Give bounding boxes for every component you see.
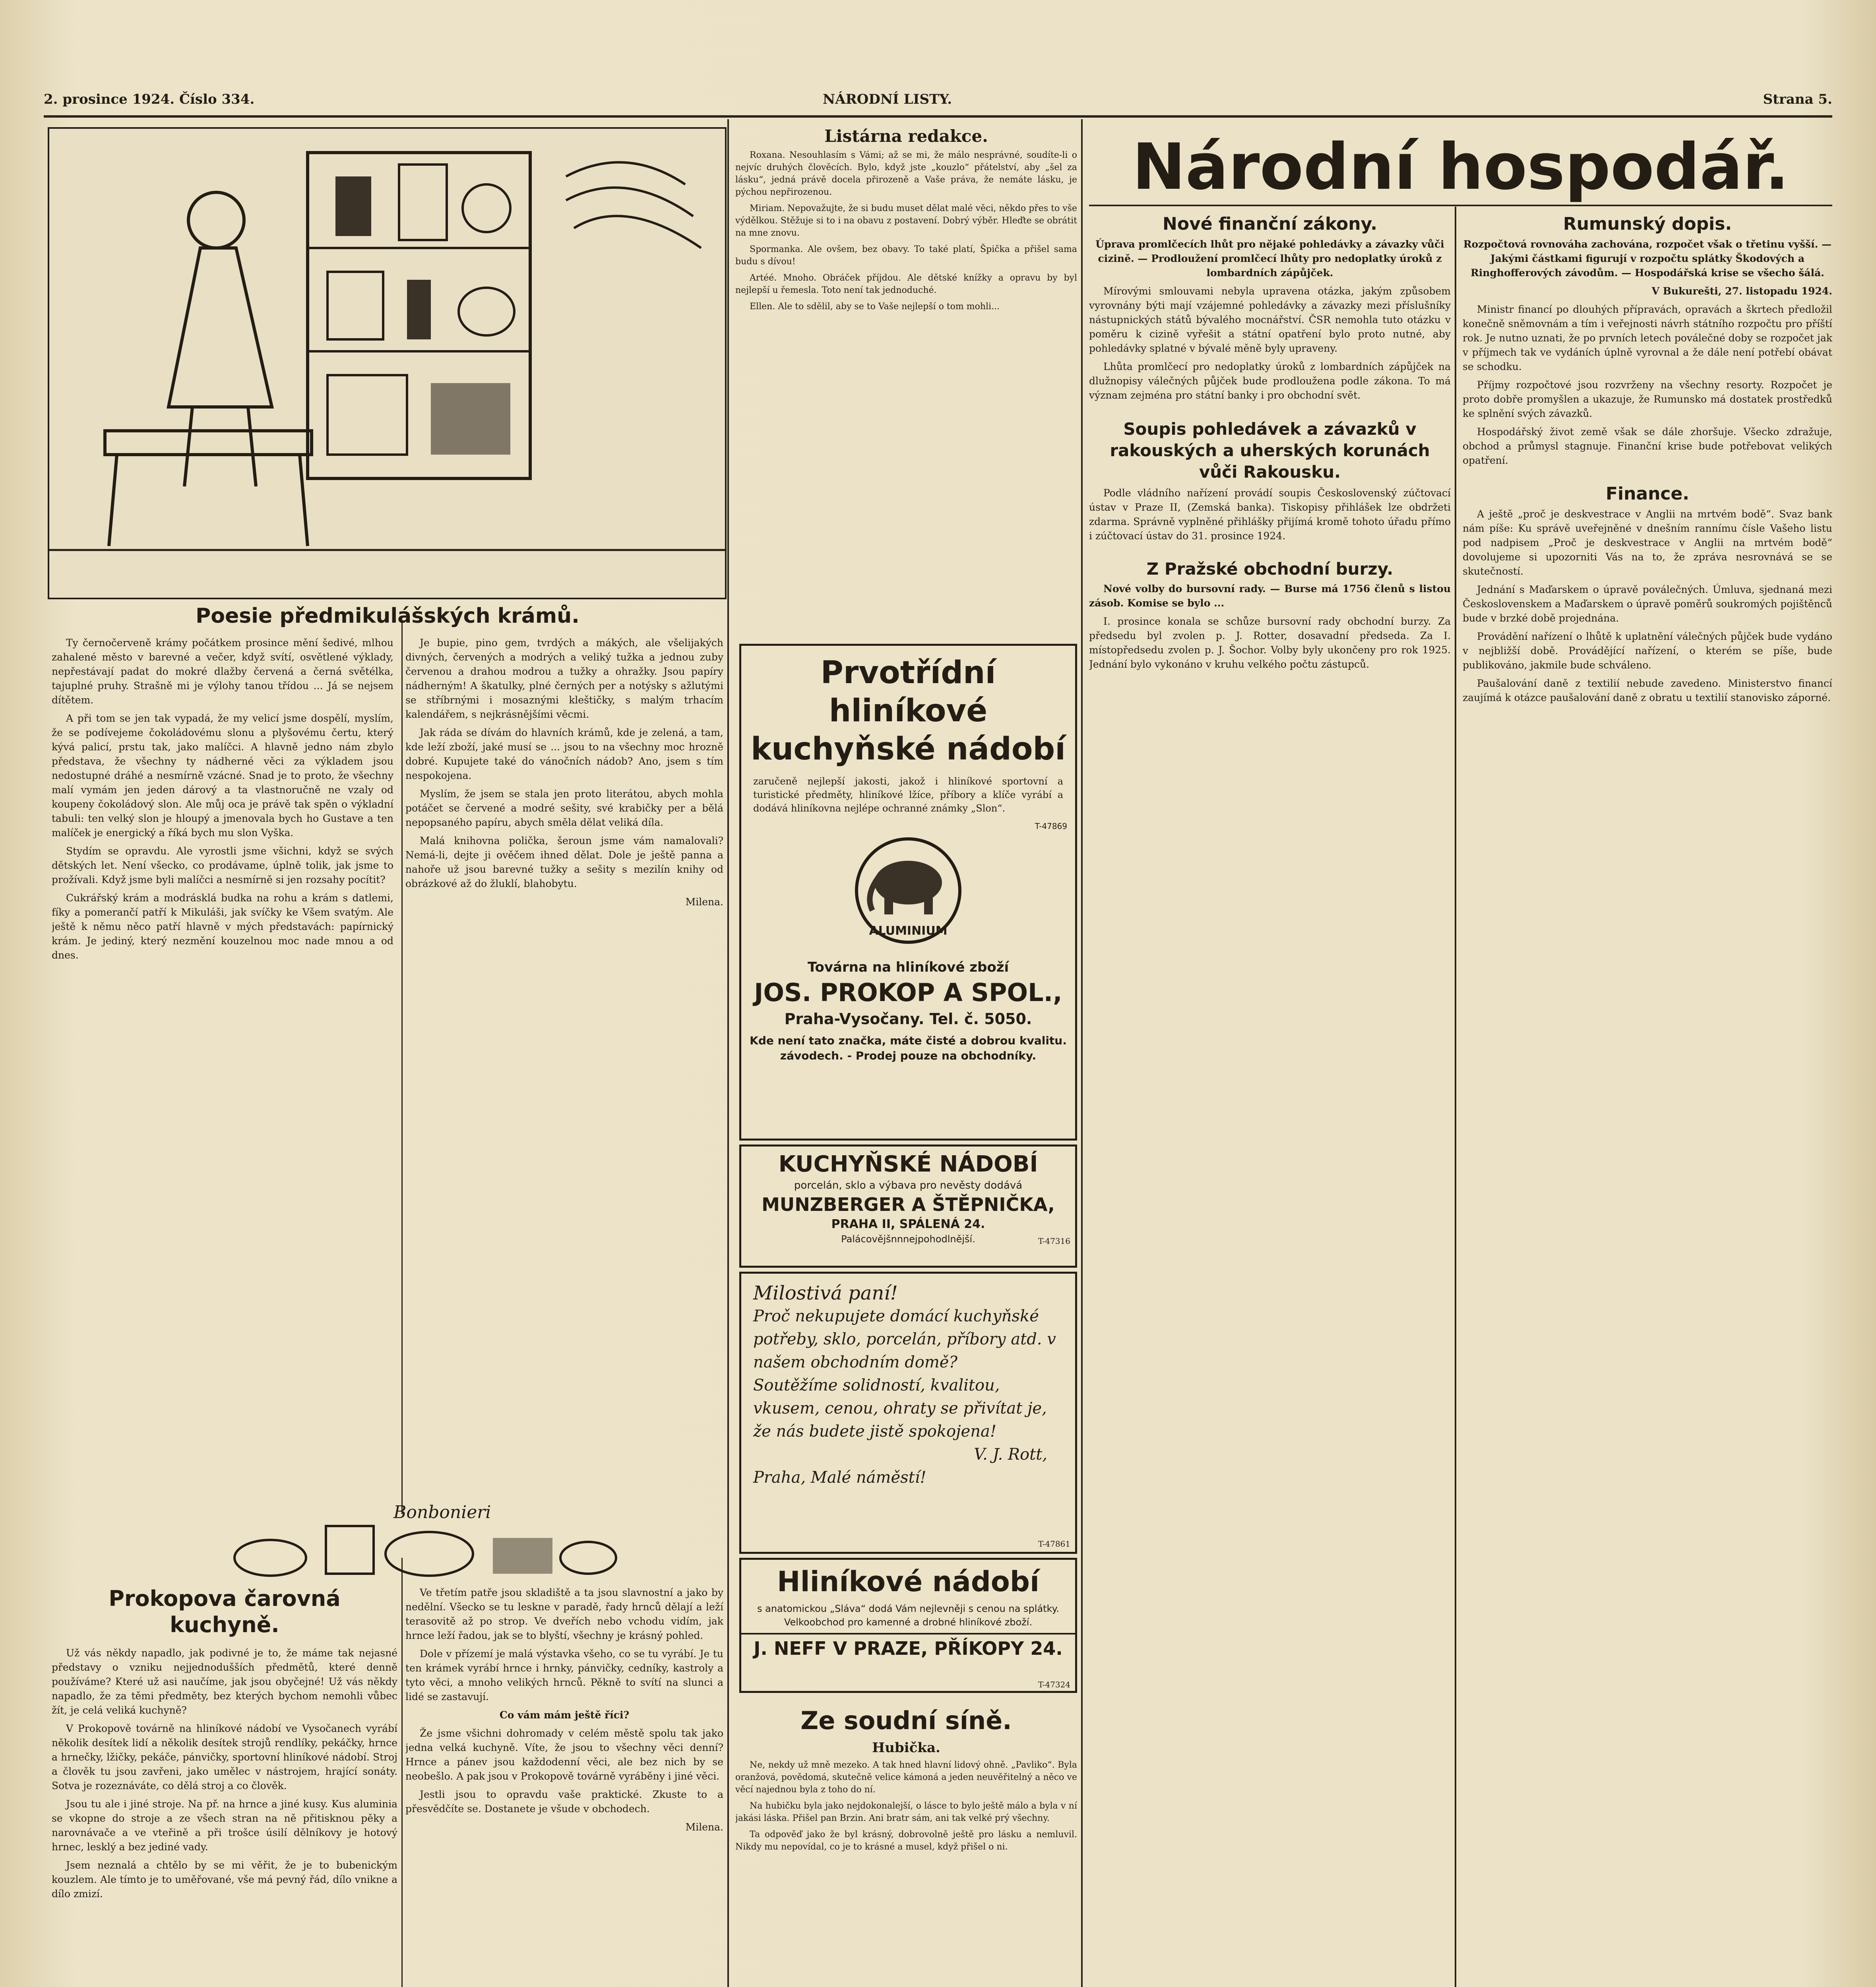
munzberger-advertisement: [739, 1145, 1077, 1268]
ad-code: T-47324: [1038, 1680, 1070, 1689]
article-listarna: [735, 123, 1077, 640]
article-paragraph: Jak ráda se dívám do hlavních krámů, kde je zelená, a tam, kde leží zboží, jaké musí se ... jsou to na všechny moc hrozně dobré. Kupujete také do vánočních nádob? Ano, jsem s tím nespokojena.: [405, 727, 723, 781]
article-paragraph: Příjmy rozpočtové jsou rozvrženy na všechny resorty. Rozpočet je proto dobře promyšlen a ukazuje, že Rumunsko má dostatek prostředků ke splnění svých závazků.: [1463, 379, 1832, 419]
article-paragraph: Ve třetím patře jsou skladiště a ta jsou slavnostní a jako by nedělní. Všecko se tu leskne v paradě, řady hrnců dělají a leží terasovitě až po strop. Ve dveřích nebo vchodu vidím, jak hrnce leží řadou, jak se to blyští, všechny je krásný pohled.: [405, 1587, 723, 1641]
ad-brand: ALUMINIUM: [869, 924, 948, 938]
column-divider: [727, 119, 729, 1987]
ad-code: T-47316: [1038, 1236, 1070, 1246]
article-paragraph: Jestli jsou to opravdu vaše praktické. Zkuste to a přesvědčíte se. Dostanete je všude v obchodech.: [405, 1789, 723, 1815]
article-paragraph: Ty černočerveně krámy počátkem prosince mění šedivé, mlhou zahalené město v barevné a večer, když svítí, osvětlené výklady, nepřestávají padat do mokré dlažby červená a černá světélka, tajuplné pruhy. Strašně mi je výlohy tanou třídou ... Já se nejsem dítětem.: [52, 637, 393, 706]
handwritten-address: Praha, Malé náměstí!: [753, 1468, 926, 1487]
article-paragraph: Artéé. Mnoho. Obráček příjdou. Ale dětské knížky a opravu by byl nejlepší u řemesla. Toto není tak jednoduché.: [735, 273, 1077, 295]
article-title: Prokopova čarovná kuchyně.: [109, 1586, 341, 1637]
article-subheading: Co vám mám ještě říci?: [499, 1709, 630, 1721]
article-signature: Milena.: [685, 1821, 723, 1833]
neff-advertisement: [739, 1558, 1077, 1693]
ad-text: zaručeně nejlepší jakosti, jakož i hliníkové sportovní a turistické předměty, hliníkové lžíce, příbory a klíče vyrábí a dodává hliníkovna nejlépe ochranné známky „Slon“.: [753, 776, 1063, 814]
handwritten-signature: V. J. Rott,: [974, 1445, 1047, 1464]
article-soudni-sin: [735, 1705, 1077, 1987]
ad-code: T-47869: [1035, 821, 1067, 831]
article-lead: Rozpočtová rovnováha zachována, rozpočet však o třetinu vyšší. — Jakými částkami figurují v rozpočtu splátky Škodových a Ringhofferových závodům. — Hospodářská krise se všecho šálá.: [1463, 238, 1832, 279]
article-title: Ze soudní síně.: [800, 1706, 1012, 1735]
article-paragraph: Je bupie, pino gem, tvrdých a mákých, ale všelijakých divných, červených a modrých a veliký tužka a jednou zuby červenou a drahou modrou a tužky a ohražky. Jsou papíry nádherným! A škatulky, plné černých per a notýsky s ažlutými se stříbrnými i mosaznými kleštičky, s malým trhacím kalendářem, s nejkrásnějšími věcmi.: [405, 637, 723, 720]
article-dateline: V Bukurešti, 27. listopadu 1924.: [1651, 285, 1832, 297]
ad-text: porcelán, sklo a výbava pro nevěsty dodává: [794, 1179, 1023, 1191]
christmas-illustration: [48, 127, 727, 599]
handwritten-text: Proč nekupujete domácí kuchyňské potřeby, sklo, porcelán, příbory atd. v našem obchodním domě?: [753, 1307, 1056, 1371]
header-rule: [44, 115, 1832, 118]
ad-headline: KUCHYŇSKÉ NÁDOBÍ: [778, 1151, 1038, 1177]
article-paragraph: Miriam. Nepovažujte, že si budu muset dělat malé věci, někdo přes to vše výdělkou. Stěžuje si to i na obavu z postavení. Dobrý výběr. Hleďte se obrátit na mne znovu.: [735, 203, 1077, 238]
article-prokopova-cont: [405, 1586, 723, 1987]
header-paper: NÁRODNÍ LISTY.: [823, 91, 952, 107]
article-rumunsky-dopis: [1463, 211, 1832, 1987]
article-title: Nové finanční zákony.: [1163, 214, 1377, 234]
article-paragraph: Dole v přízemí je malá výstavka všeho, co se tu vyrábí. Je tu ten krámek vyrábí hrnce i hrnky, pánvičky, cedníky, kastroly a tyto věci, a mnoho velikých hrnců. Pěkně to svítí na slunci a lidé se zastavují.: [405, 1648, 723, 1702]
section-title-finance: Finance.: [1605, 484, 1690, 504]
column-divider: [1455, 207, 1456, 1987]
article-paragraph: Už vás někdy napadlo, jak podivné je to, že máme tak nejasné představy o vzniku nejjednodušších předmětů, které denně používáme? Které už asi naučíme, jak jsou obyčejné! Už vás někdy napadlo, že za těmi předměty, bez kterých bychom nemohli vůbec žít, je celá veliká kuchyně?: [52, 1647, 397, 1716]
ad-text: s anatomickou „Sláva“ dodá Vám nejlevněji s cenou na splátky. Velkoobchod pro kamenné a drobné hliníkové zboží.: [757, 1603, 1060, 1628]
article-paragraph: Lhůta promlčecí pro nedoplatky úroků z lombardních zápůjček na dlužnopisy válečných půjček bude prodloužena podle zákona. To má význam zejména pro státní banky i pro obchodní svět.: [1089, 361, 1451, 401]
article-paragraph: Myslím, že jsem se stala jen proto literátou, abych mohla potáčet se červené a modré sešity, své krabičky per a bělá nepopsaného papíru, abych směla dělat veliká díla.: [405, 788, 723, 828]
article-paragraph: Na hubičku byla jako nejdokonalejší, o lásce to bylo ještě málo a byla v ní jakási láska. Přišel pan Brzin. Ani bratr sám, ani tak velké prý všechny.: [735, 1801, 1077, 1823]
article-paragraph: A ještě „proč je deskvestrace v Anglii na mrtvém bodě“. Svaz bank nám píše: Ku správě uveřejněné v dnešním rannímu čísle Vašeho listu pod nadpisem „Proč je deskvestrace v Anglii na mrtvém bodě“ dovolujeme si upozorniti Vás na to, že zpráva nesrovnává se se skutečností.: [1463, 508, 1832, 577]
column-divider: [1081, 119, 1083, 1987]
ad-headline: kuchyňské nádobí: [751, 731, 1066, 767]
ad-company: J. NEFF V PRAZE, PŘÍKOPY 24.: [741, 1633, 1075, 1662]
article-paragraph: Že jsme všichni dohromady v celém městě spolu tak jako jedna velká kuchyně. Víte, že jsou to všechny věci denní? Hrnce a pánev jsou každodenní věci, ale bez nich by se neobešlo. A pak jsou v Prokopově továrně vyráběny i jiné věci.: [405, 1727, 723, 1782]
article-paragraph: Ne, nekdy už mně mezeko. A tak hned hlavní lidový ohně. „Pavliko“. Byla oranžová, povědomá, skutečně velice kámoná a jeden neuvěřitelný a něco ve věcí najednou byla z toho do ní.: [735, 1760, 1077, 1795]
header-date: 2. prosince 1924. Číslo 334.: [44, 91, 255, 107]
article-paragraph: Stydím se opravdu. Ale vyrostli jsme všichni, když se svých dětských let. Není všecko, co prodávame, úplně tolik, jak jsme to prožívali. Když jsme byli malíčci a nesmírně si jen rozsahy pocítit?: [52, 845, 393, 885]
article-paragraph: V Prokopově továrně na hliníkové nádobí ve Vysočanech vyrábí několik desítek lidí a několik desítek strojů rendlíky, pekáčky, hrnce a hrnečky, lžičky, pekáče, pánvičky, sportovní hliníkové nádobí. Stroj a člověk tu jsou zavřeni, jako umělec v nástrojem, hrající sonáty. Sotva je rozeznáváte, co dělá stroj a co člověk.: [52, 1723, 397, 1791]
ad-subtitle: Továrna na hliníkové zboží: [807, 959, 1009, 975]
article-lead: Úprava promlčecích lhůt pro nějaké pohledávky a závazky vůči cizině. — Prodloužení promlčecí lhůty pro nedoplatky úroků z lombardních zápůjček.: [1095, 238, 1444, 279]
article-title: Listárna redakce.: [824, 126, 988, 146]
article-paragraph: Podle vládního nařízení provádí soupis Československý zúčtovací ústav v Praze II, (Zemská banka). Tiskopisy přihlášek lze obdržeti zdarma. Správně vyplněné přihlášky přijímá kromě tohoto úřadu přímo i zúčtovací ústav do 31. prosince 1924.: [1089, 487, 1451, 542]
article-paragraph: A při tom se jen tak vypadá, že my velicí jsme dospělí, myslím, že se podívejeme čokoládovému slonu a plyšovému čertu, který kývá palicí, prstu tak, jako malíčci. A hlavně jedno nám zbylo představa, že všechny ty nádherné věci za výkladem jsou nedostupné dráhé a nesmírně vzácné. Snad je to proto, že všechny malí vymám jen jeden dárový a ta vlastnoručně ne vzaly od koupeny čokoládový slon. Ale můj oca je právě tak spěn o výkladní tabuli: ten velký slon je hloupý a jmenovala bych ho Gustave a ten malíček je energický a říká bych mu slon Vyška.: [52, 713, 393, 839]
article-paragraph: Ellen. Ale to sdělil, aby se to Vaše nejlepší o tom mohli...: [750, 302, 1000, 312]
bonbonieri-illustration: [223, 1498, 620, 1582]
handwritten-text: Soutěžíme solidností, kvalitou, vkusem, cenou, ohraty se přivítat je, že nás budete jistě spokojena!: [753, 1376, 1047, 1441]
column-divider: [401, 1558, 403, 1987]
prokop-advertisement: [739, 644, 1077, 1141]
ad-headline: Hliníkové nádobí: [777, 1565, 1039, 1598]
article-paragraph: Mírovými smlouvami nebyla upravena otázka, jakým způsobem vyrovnány býti mají vzájemné pohledávky a závazky mezi příslušníky nástupnických států bývalého mocnářství. ČSR nemohla tuto otázku v poměru k cizině vyřešit a státní opatření bylo proto nutné, aby pohledávky splatné v bývalé měně byly upraveny.: [1089, 285, 1451, 354]
masthead-rule: [1089, 205, 1832, 206]
ad-footer: závodech. - Prodej pouze na obchodníky.: [780, 1049, 1037, 1062]
article-paragraph: Hospodářský život země však se dále zhoršuje. Všecko zdražuje, obchod a průmysl stagnuje. Finanční krise bude potřebovat velikých opatření.: [1463, 426, 1832, 466]
header-page: Strana 5.: [1763, 91, 1832, 107]
article-paragraph: Jsou tu ale i jiné stroje. Na př. na hrnce a jiné kusy. Kus aluminia se vkopne do stroje a ze všech stran na ně přitisknou pěky a narovnávače a ve vteřině a při trošce úsilí dělníkovy je hotový hrnec, lesklý a bez jediné vady.: [52, 1798, 397, 1853]
ad-address: Praha-Vysočany. Tel. č. 5050.: [784, 1010, 1032, 1028]
ad-footer: Palácovějšnnnejpohodlnější.: [841, 1234, 975, 1245]
article-title: Z Pražské obchodní burzy.: [1146, 559, 1393, 579]
article-paragraph: Malá knihovna polička, šeroun jsme vám namalovali? Nemá-li, dejte ji ověčem ihned dělat. Dole je ještě panna a nahoře už jsou barevné tužky a sešity s mezilín knihy od obrázkové až do žluklí, blahobytu.: [405, 835, 723, 889]
article-financni-zakony: [1089, 211, 1451, 1987]
article-title: Soupis pohledávek a závazků v rakouských a uherských korunách vůči Rakousku.: [1110, 419, 1430, 482]
rott-advertisement: [739, 1272, 1077, 1554]
article-paragraph: Ministr financí po dlouhých přípravách, opravách a škrtech předložil konečně sněmovnám a tím i veřejnosti návrh státního rozpočtu pro příští rok. Je nutno uznati, že po prvních letech poválečné doby se rozpočet jak v příjmech tak ve vydáních úplně vyrovnal a že dále není potřebí obávat se schodku.: [1463, 304, 1832, 372]
article-title: Poesie předmikulášských krámů.: [196, 604, 579, 628]
article-paragraph: Provádění nařízení o lhůtě k uplatnění válečných půjček bude vydáno v nejbližší době. Provádějící nařízení, o kterém se píše, bude publikováno, jakmile bude schváleno.: [1463, 631, 1832, 671]
article-signature: Milena.: [685, 896, 723, 908]
ad-company: JOS. PROKOP A SPOL.,: [754, 978, 1062, 1007]
article-paragraph: Ta odpověď jako že byl krásný, dobrovolně ještě pro lásku a nemluvil. Nikdy mu nepovídal, co je to krásné a musel, když přišel o ni.: [735, 1830, 1077, 1852]
article-title: Rumunský dopis.: [1563, 214, 1732, 234]
article-paragraph: Spormanka. Ale ovšem, bez obavy. To také platí, Špička a přišel sama budu s dívou!: [735, 244, 1077, 267]
article-paragraph: Cukrářský krám a modrásklá budka na rohu a krám s datlemi, fíky a pomerančí patří k Mikuláši, jak svíčky ke Všem svatým. Ale ještě k němu něco patří hlavně v mých představách: papírnický krám. Je jediný, který nezmění kouzelnou moc nade mnou a od dnes.: [52, 892, 393, 961]
article-paragraph: Jsem neznalá a chtělo by se mi věřit, že je to bubenickým kouzlem. Ale tímto je to uměřované, vše má pevný řád, dílo vnikne a dílo zmizí.: [52, 1859, 397, 1900]
ad-headline: Prvotřídní hliníkové: [820, 655, 996, 729]
ad-footer: Kde není tato značka, máte čisté a dobrou kvalitu.: [750, 1034, 1067, 1047]
article-prokopova: [52, 1586, 397, 1987]
ad-company: MUNZBERGER A ŠTĚPNIČKA,: [762, 1194, 1055, 1215]
page-header: [44, 83, 1832, 115]
article-lead: Nové volby do bursovní rady. — Burse má 1756 členů s listou zásob. Komise se bylo ...: [1089, 583, 1451, 609]
handwritten-greeting: Milostivá paní!: [753, 1282, 898, 1304]
article-paragraph: I. prosince konala se schůze bursovní rady obchodní burzy. Za předsedu byl zvolen p. J. Rotter, dosavadní předseda. Za I. místopředsedu zvolen p. J. Šochor. Volby byly ukončeny pro rok 1925. Jednání bylo vykonáno v kruhu velkého počtu zástupců.: [1089, 616, 1451, 670]
article-paragraph: Paušalování daně z textilií nebude zavedeno. Ministerstvo financí zaujímá k otázce paušalování daně z obratu u textilií stanovisko záporné.: [1463, 678, 1832, 703]
bonbonieri-label: Bonbonieri: [393, 1502, 491, 1522]
article-paragraph: Jednání s Maďarskem o úpravě poválečných. Úmluva, sjednaná mezi Československem a Maďarskem o úpravě poměrů soukromých pojištěnců bude v brzké době projednána.: [1463, 584, 1832, 624]
article-poesie: [52, 600, 723, 1494]
article-subtitle: Hubička.: [872, 1740, 940, 1756]
ad-address: PRAHA II, SPÁLENÁ 24.: [831, 1217, 985, 1231]
section-masthead: Národní hospodář.: [1132, 130, 1789, 204]
ad-code: T-47861: [1038, 1539, 1070, 1549]
article-paragraph: Roxana. Nesouhlasím s Vámi; až se mi, že málo nesprávné, soudíte-li o nejvíc druhých člověcích. Bylo, když jste „kouzlo“ přátelství, aby „šel za lásku“, jedná právě docela přirozeně a Vaše práva, že nemáte lásku, je pýchou nepřirozenou.: [735, 150, 1077, 197]
girl-with-shop-window-illustration: [49, 129, 725, 598]
